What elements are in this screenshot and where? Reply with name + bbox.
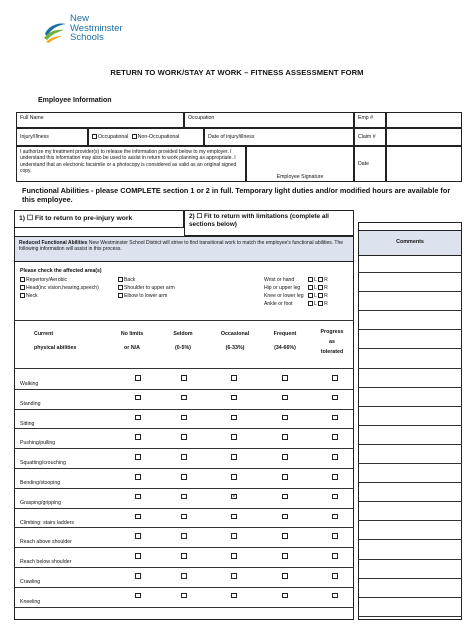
column-header: Occasional — [220, 331, 250, 337]
area-label: Repertory/Aerobic — [26, 277, 68, 283]
frequency-checkbox[interactable] — [231, 474, 237, 480]
comments-label: Comments — [396, 239, 424, 245]
row-divider — [14, 468, 354, 469]
comment-line[interactable] — [358, 425, 462, 426]
full-name-field[interactable] — [16, 112, 184, 128]
frequency-checkbox[interactable] — [135, 494, 141, 500]
frequency-checkbox[interactable] — [282, 415, 288, 421]
activity-label: Walking — [20, 381, 39, 387]
frequency-checkbox[interactable] — [181, 415, 187, 421]
frequency-checkbox[interactable] — [135, 593, 141, 599]
frequency-checkbox[interactable] — [181, 593, 187, 599]
column-header: Seldom — [173, 331, 193, 337]
row-divider — [14, 508, 354, 509]
emp-no-field[interactable] — [386, 112, 462, 128]
frequency-checkbox[interactable]: × — [232, 493, 236, 500]
column-header: (6-33%) — [225, 345, 245, 351]
comments-panel — [358, 222, 462, 620]
comment-line[interactable] — [358, 616, 462, 617]
area-label: Shoulder to upper arm — [124, 285, 175, 291]
injury-illness-label: Injury/Illness — [20, 134, 49, 140]
right-checkbox[interactable] — [318, 301, 323, 306]
logo-line3: Schools — [70, 32, 104, 43]
frequency-checkbox[interactable] — [181, 573, 187, 579]
area-item-lr — [264, 300, 328, 308]
column-header: No limits — [120, 331, 144, 337]
column-header: or N/A — [124, 345, 140, 351]
column-header: Current — [34, 331, 54, 337]
date-of-injury-label: Date of injury/illness — [208, 134, 255, 140]
area-item[interactable] — [118, 292, 175, 300]
frequency-checkbox[interactable] — [135, 533, 141, 539]
claim-no-field[interactable] — [386, 128, 462, 146]
area-label: Elbow to lower arm — [124, 293, 168, 299]
area-item[interactable] — [20, 276, 99, 284]
area-label: Wrist or hand — [264, 277, 295, 283]
frequency-checkbox[interactable] — [231, 395, 237, 401]
frequency-checkbox[interactable] — [332, 454, 338, 460]
comment-line[interactable] — [358, 444, 462, 445]
activity-label: Climbing: stairs ladders — [20, 519, 74, 526]
frequency-checkbox[interactable] — [282, 553, 288, 559]
frequency-checkbox[interactable] — [282, 494, 288, 500]
row-divider — [14, 527, 354, 528]
logo-text — [70, 14, 123, 43]
frequency-checkbox[interactable] — [135, 573, 141, 579]
area-label: Ankle or foot — [264, 301, 293, 307]
frequency-checkbox[interactable] — [181, 553, 187, 559]
date-label-cell — [354, 146, 386, 182]
frequency-checkbox[interactable] — [332, 494, 338, 500]
form-title: RETURN TO WORK/STAY AT WORK – FITNESS ASSESSMENT FORM — [110, 68, 364, 77]
activity-label: Sitting — [20, 420, 35, 427]
authorization-text — [16, 146, 246, 182]
comment-line[interactable] — [358, 539, 462, 540]
left-checkbox[interactable] — [308, 277, 313, 282]
frequency-checkbox[interactable] — [181, 533, 187, 539]
option2-label: 2) ☐ Fit to return with limitations (complete all sections below) — [189, 213, 329, 229]
area-label: Neck — [26, 293, 38, 299]
frequency-checkbox[interactable] — [135, 395, 141, 401]
frequency-checkbox[interactable] — [332, 593, 338, 599]
frequency-checkbox[interactable] — [231, 415, 237, 421]
option1-label: 1) ☐ Fit to return to pre-injury work — [19, 215, 133, 222]
activity-label: Pushing/pulling — [20, 440, 56, 447]
activity-label: Squatting/crouching — [20, 460, 66, 467]
comment-line[interactable] — [358, 597, 462, 598]
frequency-checkbox[interactable] — [282, 533, 288, 539]
row-divider — [14, 567, 354, 568]
logo-line1: New — [70, 13, 90, 24]
frequency-checkbox[interactable] — [332, 434, 338, 440]
area-checkbox[interactable] — [20, 277, 25, 282]
comment-line[interactable] — [358, 578, 462, 579]
option-fit-pre-injury[interactable] — [14, 210, 184, 228]
comment-line[interactable] — [358, 559, 462, 560]
comment-line[interactable] — [358, 329, 462, 330]
frequency-checkbox[interactable] — [282, 395, 288, 401]
right-label: R — [324, 293, 328, 299]
column-header: tolerated — [320, 349, 344, 355]
row-divider — [14, 428, 354, 429]
comment-line[interactable] — [358, 482, 462, 483]
affected-areas-col1 — [20, 276, 99, 300]
frequency-checkbox[interactable] — [231, 514, 237, 520]
column-header: Frequent — [273, 331, 297, 337]
frequency-checkbox[interactable] — [332, 514, 338, 520]
right-label: R — [324, 285, 328, 291]
column-header: (0-5%) — [175, 345, 191, 351]
logo-swoosh-icon — [42, 18, 68, 44]
frequency-checkbox[interactable] — [282, 514, 288, 520]
affected-areas-heading: Please check the affected area(s) — [20, 268, 102, 274]
occupational-label: Occupational — [98, 134, 129, 140]
area-item[interactable] — [20, 284, 99, 292]
claim-no-label: Claim # — [358, 134, 376, 140]
column-header: physical abilities — [34, 345, 77, 351]
frequency-checkbox[interactable] — [332, 415, 338, 421]
comment-line[interactable] — [358, 406, 462, 407]
frequency-checkbox[interactable] — [135, 454, 141, 460]
occupation-field[interactable] — [184, 112, 354, 128]
employee-signature-field[interactable] — [246, 146, 354, 182]
frequency-checkbox[interactable] — [181, 395, 187, 401]
logo-line2: Westminster — [70, 22, 123, 34]
row-divider — [14, 389, 354, 390]
comment-line[interactable] — [358, 272, 462, 273]
date-of-injury-field[interactable] — [204, 128, 354, 146]
functional-abilities-heading: Functional Abilities - please COMPLETE section 1 or 2 in full. Temporary light duties and/or modified hours are available for this employee. — [22, 186, 451, 205]
frequency-checkbox[interactable] — [135, 375, 141, 381]
area-item-lr — [264, 284, 328, 292]
column-header: Progress — [320, 329, 344, 335]
full-name-label: Full Name — [20, 115, 44, 121]
frequency-checkbox[interactable] — [181, 494, 187, 500]
left-checkbox[interactable] — [308, 285, 313, 290]
left-label: L — [314, 293, 317, 299]
comments-header — [358, 230, 462, 256]
frequency-checkbox[interactable] — [135, 553, 141, 559]
frequency-checkbox[interactable] — [231, 573, 237, 579]
frequency-checkbox[interactable] — [282, 375, 288, 381]
divider — [14, 320, 354, 321]
comment-line[interactable] — [358, 463, 462, 464]
frequency-checkbox[interactable] — [135, 474, 141, 480]
emp-no-label: Emp # — [358, 115, 373, 121]
frequency-checkbox[interactable] — [282, 434, 288, 440]
area-item[interactable] — [20, 292, 99, 300]
row-divider — [14, 547, 354, 548]
comment-line[interactable] — [358, 387, 462, 388]
row-divider — [14, 409, 354, 410]
frequency-checkbox[interactable] — [282, 454, 288, 460]
injury-illness-label-cell — [16, 128, 88, 146]
left-checkbox[interactable] — [308, 293, 313, 298]
date-field[interactable] — [386, 146, 462, 182]
affected-areas-col2 — [118, 276, 175, 300]
left-label: L — [314, 301, 317, 307]
school-logo — [42, 12, 152, 52]
activity-label: Kneeling — [20, 598, 41, 605]
frequency-checkbox[interactable] — [332, 553, 338, 559]
claim-no-label-cell — [354, 128, 386, 146]
column-header: (34-66%) — [274, 345, 296, 351]
right-checkbox[interactable] — [318, 293, 323, 298]
reduced-abilities-note — [14, 236, 354, 262]
area-item[interactable] — [118, 284, 175, 292]
right-checkbox[interactable] — [318, 277, 323, 282]
frequency-checkbox[interactable] — [181, 514, 187, 520]
frequency-checkbox[interactable] — [282, 573, 288, 579]
employee-signature-label: Employee Signature — [276, 174, 324, 180]
reduced-abilities-text: New Westminster School District will strive to find transitional work to match the employee's functional abilities. The following information will assist in this process. — [19, 240, 344, 253]
frequency-checkbox[interactable] — [181, 375, 187, 381]
frequency-checkbox[interactable] — [332, 573, 338, 579]
area-checkbox[interactable] — [20, 293, 25, 298]
divider — [14, 368, 354, 369]
authorization-statement: I authorize my treatment provider(s) to release the information provided below to my employer. I understand this information may also be used to assist in return to work planning as appropriate. I understand that an electronic facsimile or a photocopy is considered as valid as an original signed copy. — [20, 149, 237, 174]
injury-type-cell — [88, 128, 204, 146]
row-divider — [14, 488, 354, 489]
option-fit-with-limitations[interactable] — [184, 210, 354, 236]
area-checkbox[interactable] — [118, 293, 123, 298]
activity-label: Grasping/gripping — [20, 499, 61, 506]
comment-line[interactable] — [358, 520, 462, 521]
left-label: L — [314, 285, 317, 291]
frequency-checkbox[interactable] — [282, 593, 288, 599]
area-label: Hip or upper leg — [264, 285, 301, 291]
non-occupational-checkbox[interactable] — [132, 134, 137, 139]
frequency-checkbox[interactable] — [135, 415, 141, 421]
column-header: as — [329, 339, 335, 345]
activity-label: Reach above shoulder — [20, 539, 72, 546]
non-occupational-label: Non-Occupational — [137, 134, 180, 140]
area-label: Head(inc vision,hearing,speech) — [26, 285, 99, 291]
comment-line[interactable] — [358, 348, 462, 349]
area-checkbox[interactable] — [118, 277, 123, 282]
area-checkbox[interactable] — [20, 285, 25, 290]
right-label: R — [324, 301, 328, 307]
area-item-lr — [264, 276, 328, 284]
frequency-checkbox[interactable] — [181, 474, 187, 480]
area-item[interactable] — [118, 276, 175, 284]
frequency-checkbox[interactable] — [332, 375, 338, 381]
frequency-checkbox[interactable] — [231, 593, 237, 599]
row-divider — [14, 448, 354, 449]
date-label: Date — [358, 161, 369, 167]
employee-info-heading: Employee Information — [38, 97, 112, 104]
activity-label: Reach below shoulder — [20, 559, 72, 566]
comment-line[interactable] — [358, 368, 462, 369]
row-divider — [14, 587, 354, 588]
frequency-checkbox[interactable] — [181, 454, 187, 460]
frequency-checkbox[interactable] — [231, 434, 237, 440]
frequency-checkbox[interactable] — [282, 474, 288, 480]
right-label: R — [324, 277, 328, 283]
frequency-checkbox[interactable] — [135, 434, 141, 440]
frequency-checkbox[interactable] — [332, 474, 338, 480]
comment-line[interactable] — [358, 501, 462, 502]
activity-label: Standing — [20, 400, 41, 407]
occupation-label: Occupation — [188, 115, 215, 121]
frequency-checkbox[interactable] — [231, 454, 237, 460]
occupational-checkbox[interactable] — [92, 134, 97, 139]
comment-line[interactable] — [358, 310, 462, 311]
area-item-lr — [264, 292, 328, 300]
area-checkbox[interactable] — [118, 285, 123, 290]
left-checkbox[interactable] — [308, 301, 313, 306]
frequency-checkbox[interactable] — [332, 533, 338, 539]
right-checkbox[interactable] — [318, 285, 323, 290]
affected-areas-col3 — [264, 276, 328, 308]
frequency-checkbox[interactable] — [332, 395, 338, 401]
emp-no-label-cell — [354, 112, 386, 128]
frequency-checkbox[interactable] — [181, 434, 187, 440]
comment-line[interactable] — [358, 291, 462, 292]
frequency-checkbox[interactable] — [231, 553, 237, 559]
left-label: L — [314, 277, 317, 283]
frequency-checkbox[interactable] — [135, 514, 141, 520]
area-label: Back — [124, 277, 136, 283]
area-label: Knee or lower leg — [264, 293, 304, 299]
activity-label: Crawling — [20, 579, 41, 585]
reduced-abilities-title: Reduced Functional Abilities — [19, 240, 88, 246]
activity-label: Bending/stooping — [20, 480, 61, 486]
frequency-checkbox[interactable] — [231, 533, 237, 539]
frequency-checkbox[interactable] — [231, 375, 237, 381]
row-divider — [14, 607, 354, 608]
